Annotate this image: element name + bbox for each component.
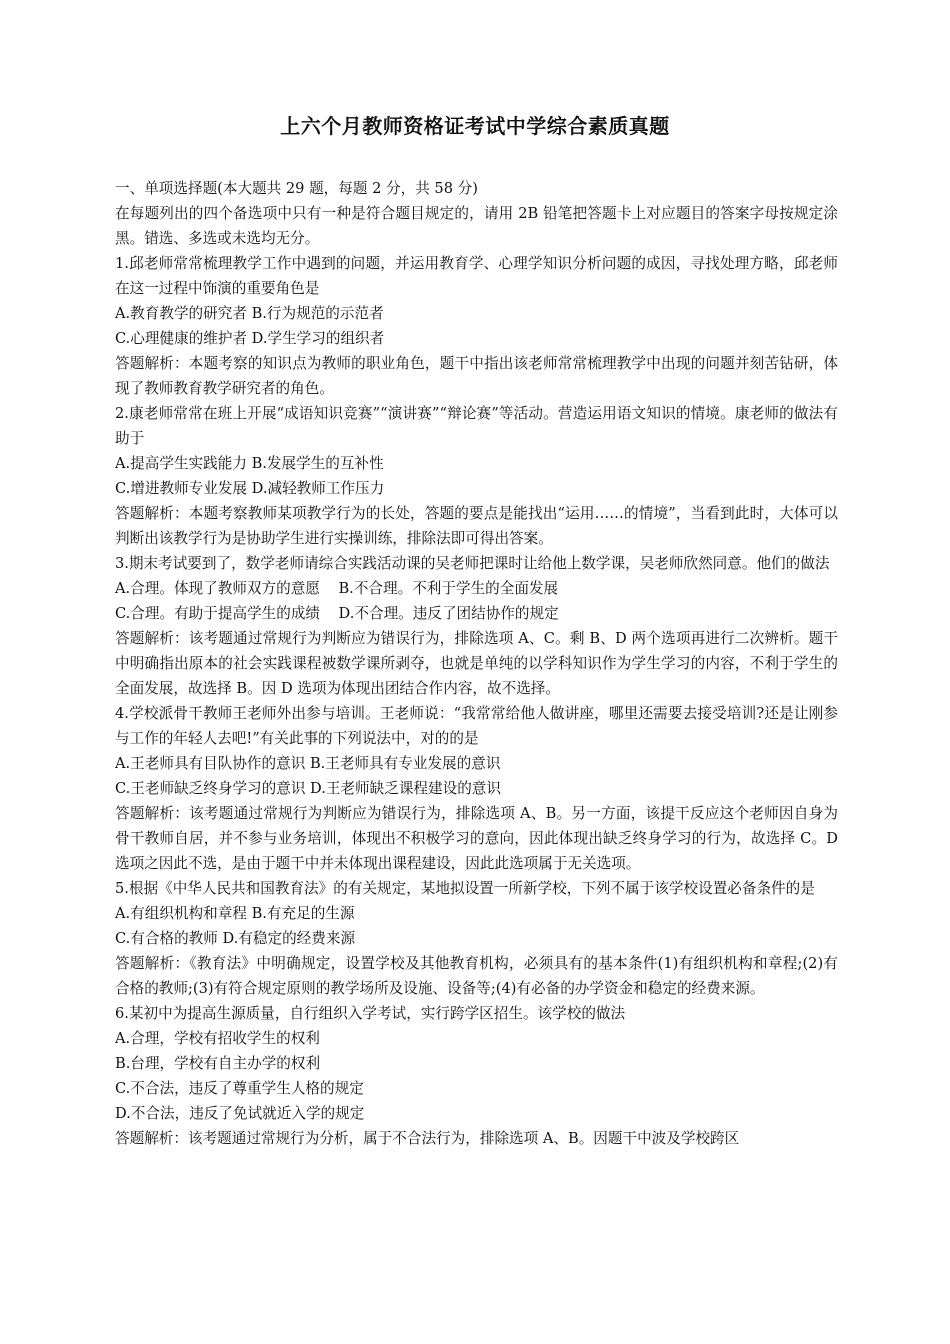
question-1-analysis: 答题解析：本题考察的知识点为教师的职业角色，题干中指出该老师常常梳理教学中出现的问题并刻苦钻研，体现了教师教育教学研究者的角色。: [115, 355, 838, 397]
question-1-stem: 1.邱老师常常梳理教学工作中遇到的问题，并运用教育学、心理学知识分析问题的成因，寻找处理方略，邱老师在这一过程中饰演的重要角色是: [115, 255, 838, 297]
question-3-options-ab: A.合理。体现了教师双方的意愿 B.不合理。不利于学生的全面发展: [115, 580, 559, 597]
instructions-paragraph: 在每题列出的四个备选项中只有一种是符合题目规定的，请用 2B 铅笔把答题卡上对应题目的答案字母按规定涂黑。错选、多选或未选均无分。: [115, 205, 838, 247]
question-2-options-cd: C.增进教师专业发展 D.减轻教师工作压力: [115, 480, 385, 497]
question-4-options-cd: C.王老师缺乏终身学习的意识 D.王老师缺乏课程建设的意识: [115, 780, 501, 797]
question-3-analysis: 答题解析：该考题通过常规行为判断应为错误行为，排除选项 A、C。剩 B、D 两个选项再进行二次辨析。题干中明确指出原本的社会实践课程被数学课所剥夺，也就是单纯的以学科知识作为学生学习的内容，不利于学生的全面发展，故选择 B。因 D 选项为体现出团结合作内容，故不选择。: [115, 630, 838, 697]
section-heading: 一、单项选择题(本大题共 29 题，每题 2 分，共 58 分): [115, 180, 478, 197]
document-body: [115, 176, 838, 1151]
question-6-option-d: D.不合法，违反了免试就近入学的规定: [115, 1105, 365, 1122]
document-title: 上六个月教师资格证考试中学综合素质真题: [280, 114, 670, 138]
question-6-option-a: A.合理，学校有招收学生的权利: [115, 1030, 320, 1047]
question-6-option-b: B.台理，学校有自主办学的权利: [115, 1055, 321, 1072]
question-2-stem: 2.康老师常常在班上开展“成语知识竞赛”“演讲赛”“辩论赛”等活动。营造运用语文知识的情境。康老师的做法有助于: [115, 405, 838, 447]
question-1-options-ab: A.教育教学的研究者 B.行为规范的示范者: [115, 305, 384, 322]
question-3-stem: 3.期末考试要到了，数学老师请综合实践活动课的吴老师把课时让给他上数学课，吴老师欣然同意。他们的做法: [115, 555, 830, 572]
question-1-options-cd: C.心理健康的维护者 D.学生学习的组织者: [115, 330, 385, 347]
question-5-options-cd: C.有合格的教师 D.有稳定的经费来源: [115, 930, 356, 947]
question-4-analysis: 答题解析：该考题通过常规行为判断应为错误行为，排除选项 A、B。另一方面，该提干反应这个老师因自身为骨干教师自居，并不参与业务培训，体现出不积极学习的意向，因此体现出缺乏终身学习的行为，故选择 C。D 选项之因此不选，是由于题干中并未体现出课程建设，因此此选项属于无关选项。: [115, 805, 838, 872]
question-3-options-cd: C.合理。有助于提高学生的成绩 D.不合理。违反了团结协作的规定: [115, 605, 559, 622]
question-5-analysis: 答题解析：《教育法》中明确规定，设置学校及其他教育机构，必须具有的基本条件(1)有组织机构和章程;(2)有合格的教师;(3)有符合规定原则的教学场所及设施、设备等;(4)有必备的办学资金和稳定的经费来源。: [115, 955, 838, 997]
question-6-option-c: C.不合法，违反了尊重学生人格的规定: [115, 1080, 364, 1097]
question-2-analysis: 答题解析：本题考察教师某项教学行为的长处，答题的要点是能找出“运用……的情境”，当看到此时，大体可以判断出该教学行为是协助学生进行实操训练，排除法即可得出答案。: [115, 505, 838, 547]
question-4-stem: 4.学校派骨干教师王老师外出参与培训。王老师说：“我常常给他人做讲座，哪里还需要去接受培训?还是让刚参与工作的年轻人去吧!”有关此事的下列说法中，对的的是: [115, 705, 838, 747]
question-5-stem: 5.根据《中华人民共和国教育法》的有关规定，某地拟设置一所新学校，下列不属于该学校设置必备条件的是: [115, 880, 815, 897]
question-6-analysis: 答题解析：该考题通过常规行为分析，属于不合法行为，排除选项 A、B。因题干中波及学校跨区: [115, 1130, 740, 1147]
question-5-options-ab: A.有组织机构和章程 B.有充足的生源: [115, 905, 355, 922]
question-4-options-ab: A.王老师具有目队协作的意识 B.王老师具有专业发展的意识: [115, 755, 501, 772]
question-6-stem: 6.某初中为提高生源质量，自行组织入学考试，实行跨学区招生。该学校的做法: [115, 1005, 626, 1022]
question-2-options-ab: A.提高学生实践能力 B.发展学生的互补性: [115, 455, 384, 472]
